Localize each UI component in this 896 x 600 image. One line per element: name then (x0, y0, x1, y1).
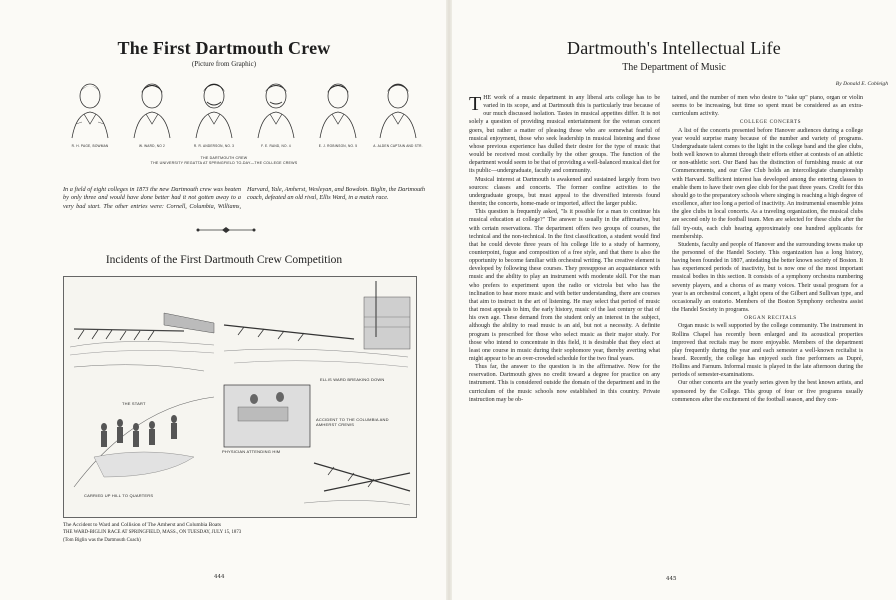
crew-caption-line-2: THE UNIVERSITY REGATTA AT SPRINGFIELD TO-DAY—THE COLLEGE CREWS (150, 161, 298, 165)
scene-ellis-ward (224, 281, 410, 367)
illustration-caption-1: The Accident to Ward and Collision of The Amherst and Columbia Boats (63, 522, 221, 528)
paragraph-4: Thus far, the answer to the question is in the affirmative. Now for the reservation. Dartmouth gives no credit toward a degree for practice on any instrument. This is considered outside the domain of the department and in the curriculum of the music schools now established in this country. Private instruction may be ob- (469, 364, 660, 403)
section-heading-organ: ORGAN RECITALS (744, 315, 797, 322)
section-heading-concerts: COLLEGE CONCERTS (739, 119, 802, 126)
crew-article-title: The First Dartmouth Crew (117, 38, 331, 58)
page-number-left: 444 (214, 574, 225, 580)
crew-caption (0, 156, 448, 166)
scene-physician (224, 385, 310, 447)
incidents-title: Incidents of the First Dartmouth Crew Competition (105, 254, 343, 266)
portrait-name-4: F. E. RAND, NO. 4 (261, 144, 291, 148)
portrait-3 (188, 78, 240, 142)
text-column-2 (672, 94, 863, 569)
scene-the-start (70, 313, 214, 371)
portrait-name-2: W. WARD, NO 2 (138, 144, 166, 148)
paragraph-2: Musical interest at Dartmouth is awakened and sustained largely from two sources: classes and concerts. The former confine activities to the undergraduate groups, but must appeal to the diversified interests found therein; the concerts, home-made or imported, affect the larger public. (469, 176, 660, 208)
engraving-scenes (64, 277, 416, 517)
picture-source-caption: (Picture from Graphic) (191, 60, 257, 68)
portrait-name-3: R. R. ANDERSON, NO. 3 (193, 144, 235, 148)
ornament-divider (196, 226, 256, 234)
paragraph-7: Students, faculty and people of Hanover and the surrounding towns make up the personnel of the Handel Society. This organization has a long history, having been founded in 1807, antedating the better known society of Boston. It has experienced periods of inactivity, but is now one of the most important musical bodies in this section. It consists of a symphony orchestra numbering seventy players, and a chorus of as many voices. Their usual program for a year is an orchestral concert, a light opera of the Gilbert and Sullivan type, and occasionally an oratorio. Members of the Boston Symphony orchestra assist the Handel Society in programs. (672, 241, 863, 314)
paragraph-6: A list of the concerts presented before Hanover audiences during a college year would surprise many because of the number and variety of programs. Undergraduate talent comes to the light in the college band and the glee clubs, both well known to alumni through their efforts either at contests of an athletic or non-athletic sort. Our Band has the distinction of furnishing music at our Commencements, and our Glee Club holds an intercollegiate championship with Harvard. Sufficient interest has developed among the entering classes to enable them to have their own glee club for the past three years. Credit for this should go to the preparatory schools where singing is reaching a high degree of excellence, after too long a period of inactivity. An instrumental ensemble joins the glee clubs in local concerts. As a traveling organization, the musical clubs are second only to the football team. Men are selected for these clubs after the fall try-outs, each club hearing approximately one hundred applicants for membership. (672, 127, 863, 240)
portrait-6 (372, 78, 424, 142)
incidents-illustration (63, 276, 417, 518)
music-article-title: Dartmouth's Intellectual Life (567, 38, 781, 58)
paragraph-3: This question is frequently asked, "Is it possible for a man to continue his musical education at college?" The answer is usually in the affirmative, but with certain reservations. The department offers two groups of courses, the technical and the non-technical. In the first classification, a student would find that he could devote three years of his college life to a study of harmony, counterpoint, fugue and composition of a free style, and that there is also the opportunity to become familiar with orchestral writing. The creative element is developed by following these courses. They presuppose an acquaintance with music and the ability to play an instrument with moderate skill. For the man who prefers to experiment upon the radio or victrola but who has the inclination to hear more music and with better understanding, there are courses that aim to instruct in the art of listening. He may select that period of music that most appeals to him, the early history, music of the last century or that of his own age. These demand from the student only an interest in the subject, although the ability to read music is an aid, but not a necessity. A definite program is prescribed for those who select music as their major study. For those who intend to concentrate in this field, it is desirable that they elect at least one course in music during their sophomore year, thereby averting what might appear to be an over-crowded schedule for the two final years. (469, 209, 660, 362)
label-ellis-ward: ELLIS WARD BREAKING DOWN (320, 377, 385, 382)
paragraph-1 (469, 94, 660, 176)
scene-collision (304, 463, 410, 505)
portrait-1 (64, 78, 116, 142)
page-number-right: 445 (666, 576, 677, 582)
crew-portraits (64, 78, 424, 158)
label-carried: CARRIED UP HILL TO QUARTERS (84, 493, 154, 498)
portrait-name-6: A. ALDEN CAPTAIN AND STR. (373, 144, 423, 148)
portrait-name-5: E. J. ROBINSON, NO. 5 (318, 144, 358, 148)
music-article-subtitle: The Department of Music (622, 62, 726, 73)
paragraph-9: Our other concerts are the yearly series given by the best known artists, and sponsored by the College. This group of four or five programs usually commences after the excitement of the football season, and they con- (672, 380, 863, 403)
illustration-caption-3: (Tom Biglin was the Dartmouth Coach) (63, 538, 141, 543)
portrait-4 (250, 78, 302, 142)
portrait-5 (312, 78, 364, 142)
paragraph-5: tained, and the number of men who desire to "take up" piano, organ or violin seems to be increasing, but time so spent must be considered as an extra-curriculum activity. (672, 95, 863, 118)
crew-caption-line-1: THE DARTMOUTH CREW (200, 156, 248, 160)
drop-cap: T (469, 94, 482, 115)
portrait-name-1: R. H. PAGE, BOWMAN (71, 144, 109, 148)
right-page (452, 0, 896, 600)
label-physician: PHYSICIAN ATTENDING HIM (222, 449, 281, 454)
portrait-2 (126, 78, 178, 142)
scene-carried-up-hill (74, 397, 214, 487)
illustration-caption-2: THE WARD-BIGLIN RACE AT SPRINGFIELD, MASS., ON TUESDAY, JULY 15, 1873 (63, 530, 242, 535)
label-accident: ACCIDENT TO THE COLUMBIA AND AMHERST CREWS (316, 417, 389, 427)
text-column-1 (469, 94, 660, 569)
crew-blurb: In a field of eight colleges in 1873 the new Dartmouth crew was beaten by only three and would have done better had it not gotten away to a very bad start. The other entries were: Cornell, Columbia, Williams, Harvard, Yale, Amherst, Wesleyan, and Bowdoin. Biglin, the Dartmouth coach, defeated an old rival, Ellis Ward, in a match race. (63, 186, 425, 210)
label-the-start: THE START (122, 401, 146, 406)
byline: By Donald E. Cobleigh (835, 81, 888, 87)
paragraph-8: Organ music is well supported by the college community. The instrument in Rollins Chapel has recently been enlarged and its acoustical properties improved that recitals may be more enjoyable. Members of the department play frequently during the year and each semester a well-known recitalist is heard. Recently, the college has enjoyed such fine performers as Dupré, Hollins and Farnum. Informal music is played in the late afternoon during the periods of semester-examinations. (672, 323, 863, 379)
paragraph-1-text: HE work of a music department in any liberal arts college has to be varied in its scope, and at Dartmouth this is particularly true because of our much discussed isolation. Tastes in musical appetites differ. It is not solely a question of providing musical entertainment for the veteran concert goers, but rather a matter of pleasing those who are somewhat fearful of musical enjoyment, those who seek leadership in musical listening and those whose previous experience has dulled their desire for the type of music that would be received most cordially by the other groups. The function of the department would seem to be that of providing a well-balanced musical diet for its public—undergraduate, faculty and community. (469, 95, 660, 175)
